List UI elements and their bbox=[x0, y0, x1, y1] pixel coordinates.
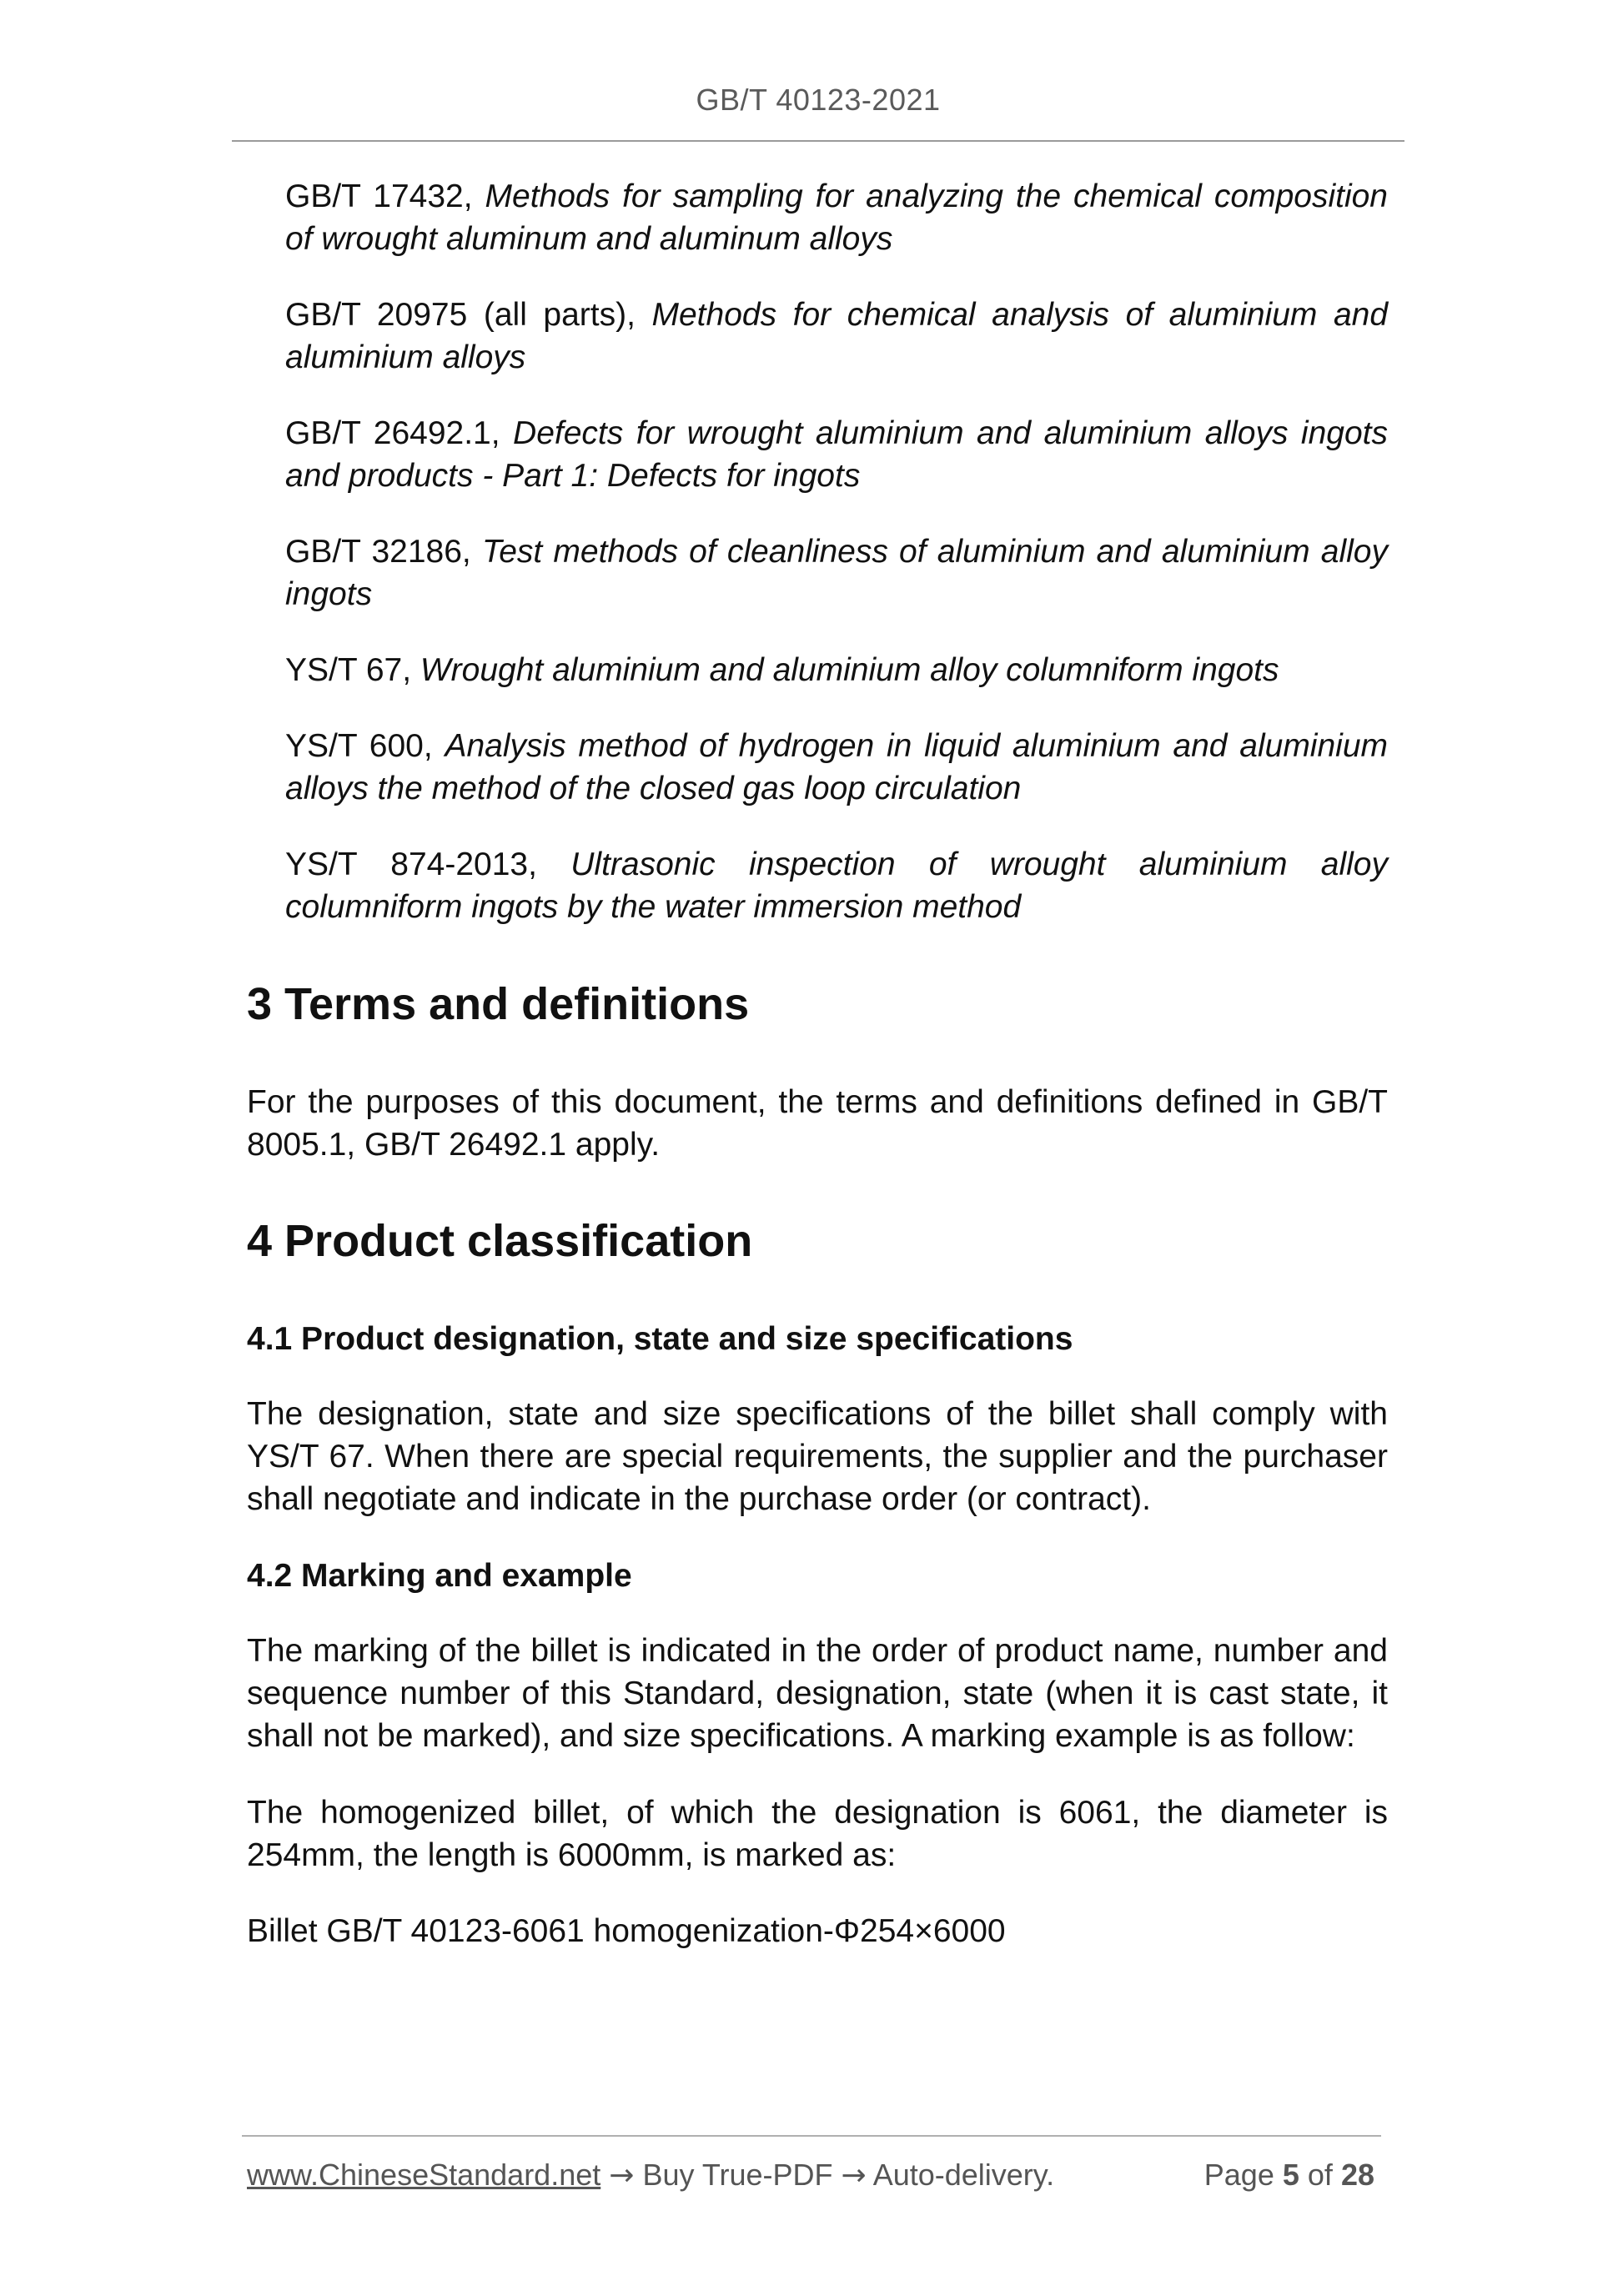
of-label: of bbox=[1307, 2158, 1333, 2192]
subsection-4-2-body bbox=[247, 1630, 1388, 1757]
reference-code: YS/T 874-2013, bbox=[285, 847, 571, 882]
marking-example bbox=[247, 1910, 1388, 1952]
subsection-4-2-heading: 4.2 Marking and example bbox=[247, 1558, 632, 1594]
reference-item bbox=[285, 412, 1388, 497]
page-footer bbox=[247, 2152, 1381, 2198]
reference-code: YS/T 600, bbox=[285, 728, 445, 764]
subsection-4-2 bbox=[247, 1555, 1388, 1597]
arrow-right-icon: → bbox=[609, 2158, 635, 2193]
marking-example-intro bbox=[247, 1791, 1388, 1876]
standard-number: GB/T 40123-2021 bbox=[696, 83, 941, 117]
section-4 bbox=[247, 1214, 1388, 1268]
subsection-4-1-body bbox=[247, 1393, 1388, 1520]
marking-example-value: Billet GB/T 40123-6061 homogenization-Φ254×6000 bbox=[247, 1913, 1006, 1949]
reference-title: Wrought aluminium and aluminium alloy columniform ingots bbox=[420, 652, 1279, 688]
reference-title: Defects for wrought aluminium and aluminium alloys ingots and products - Part 1: Defects for ingots bbox=[285, 415, 1388, 494]
reference-item bbox=[285, 294, 1388, 379]
reference-title: Analysis method of hydrogen in liquid aluminium and aluminium alloys the method of the closed gas loop circulation bbox=[285, 728, 1388, 806]
subsection-4-1-heading: 4.1 Product designation, state and size specifications bbox=[247, 1321, 1073, 1357]
reference-item bbox=[285, 649, 1388, 691]
footer-promo bbox=[609, 2158, 1054, 2192]
page-indicator bbox=[1204, 2152, 1374, 2198]
reference-title: Methods for chemical analysis of aluminium and aluminium alloys bbox=[285, 297, 1389, 375]
page-label: Page bbox=[1203, 2158, 1274, 2192]
reference-code: YS/T 67, bbox=[285, 652, 420, 688]
section-3-heading: 3 Terms and definitions bbox=[247, 979, 750, 1029]
footer-divider bbox=[242, 2135, 1381, 2137]
reference-item bbox=[285, 725, 1388, 810]
reference-title: Test methods of cleanliness of aluminium and aluminium alloy ingots bbox=[285, 534, 1388, 612]
website-link[interactable]: www.ChineseStandard.net bbox=[247, 2158, 601, 2192]
normative-references-list bbox=[285, 175, 1388, 962]
reference-code: GB/T 20975 (all parts), bbox=[285, 297, 652, 333]
total-page-count: 28 bbox=[1340, 2158, 1374, 2192]
subsection-4-1-paragraph: The designation, state and size specifications of the billet shall comply with YS/T 67. When there are special requirements, the supplier and the purchaser shall negotiate and indicate in the purchase order (or contract). bbox=[247, 1396, 1388, 1517]
arrow-right-icon: → bbox=[841, 2158, 867, 2193]
reference-item bbox=[285, 175, 1388, 260]
reference-title: Methods for sampling for analyzing the chemical composition of wrought aluminum and aluminum alloys bbox=[285, 178, 1388, 257]
section-4-heading: 4 Product classification bbox=[247, 1216, 753, 1266]
section-3-body bbox=[247, 1081, 1388, 1166]
reference-title: Ultrasonic inspection of wrought aluminium alloy columniform ingots by the water immersion method bbox=[285, 847, 1388, 925]
marking-example-paragraph: The homogenized billet, of which the designation is 6061, the diameter is 254mm, the length is 6000mm, is marked as: bbox=[247, 1795, 1388, 1873]
section-3-paragraph: For the purposes of this document, the terms and definitions defined in GB/T 8005.1, GB/T 26492.1 apply. bbox=[247, 1084, 1388, 1163]
delivery-text: Auto-delivery. bbox=[866, 2158, 1055, 2192]
section-3 bbox=[247, 977, 1388, 1031]
buy-text: Buy True-PDF bbox=[634, 2158, 842, 2192]
marking-description-paragraph: The marking of the billet is indicated in the order of product name, number and sequence number of this Standard, designation, state (when it is cast state, it shall not be marked), and size specifications. A marking example is as follow: bbox=[247, 1633, 1388, 1754]
reference-code: GB/T 17432, bbox=[285, 178, 485, 214]
reference-item bbox=[285, 530, 1388, 615]
subsection-4-1 bbox=[247, 1318, 1388, 1360]
reference-code: GB/T 32186, bbox=[285, 534, 482, 570]
page-header bbox=[232, 77, 1404, 142]
reference-item bbox=[285, 843, 1388, 928]
reference-code: GB/T 26492.1, bbox=[285, 415, 514, 451]
current-page-number: 5 bbox=[1282, 2158, 1299, 2192]
